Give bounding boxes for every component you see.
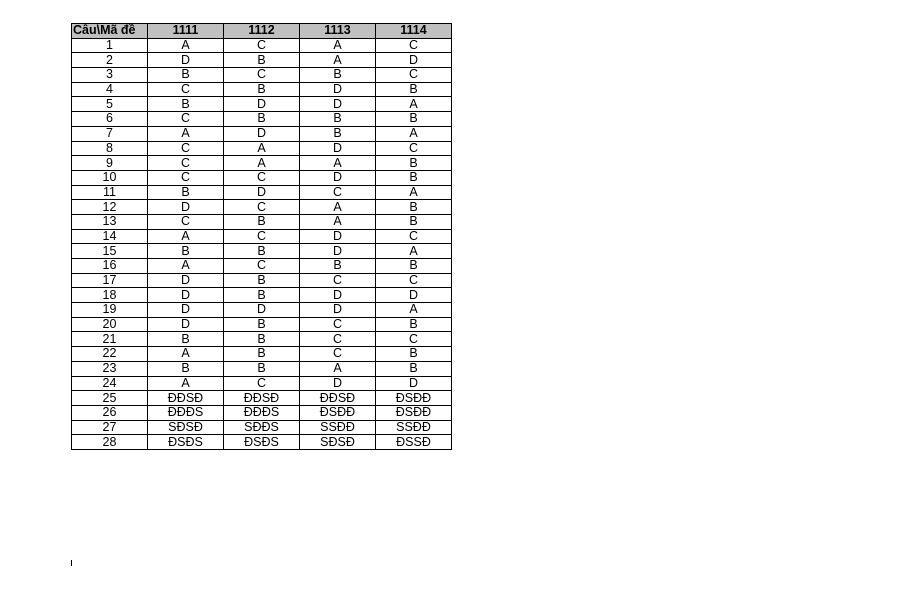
table-row	[72, 53, 452, 68]
table-row	[72, 141, 452, 156]
answer-cell: ĐĐĐS	[224, 405, 300, 420]
answer-cell: C	[224, 376, 300, 391]
header-cell-question-code: Câu\Mã đề	[72, 24, 148, 39]
answer-cell: D	[148, 273, 224, 288]
answer-cell: D	[300, 82, 376, 97]
answer-cell: D	[224, 303, 300, 318]
answer-cell: B	[224, 214, 300, 229]
question-number-cell: 7	[72, 126, 148, 141]
answer-cell: B	[224, 82, 300, 97]
answer-cell: B	[376, 347, 452, 362]
answer-cell: C	[300, 347, 376, 362]
answer-cell: B	[376, 214, 452, 229]
answer-cell: D	[224, 126, 300, 141]
answer-cell: B	[300, 126, 376, 141]
table-row	[72, 347, 452, 362]
answer-cell: B	[148, 244, 224, 259]
answer-cell: B	[376, 259, 452, 274]
question-number-cell: 14	[72, 229, 148, 244]
answer-cell: C	[376, 332, 452, 347]
answer-cell: C	[300, 332, 376, 347]
answer-cell: C	[224, 38, 300, 53]
answer-cell: B	[148, 68, 224, 83]
answer-cell: A	[148, 229, 224, 244]
answer-key-table	[71, 23, 452, 450]
table-row	[72, 97, 452, 112]
table-body	[72, 38, 452, 449]
header-cell-code-1111: 1111	[148, 24, 224, 39]
question-number-cell: 24	[72, 376, 148, 391]
answer-cell: D	[376, 53, 452, 68]
answer-cell: C	[300, 317, 376, 332]
answer-cell: B	[224, 273, 300, 288]
column-rule	[71, 560, 72, 566]
answer-cell: D	[300, 170, 376, 185]
answer-cell: C	[300, 185, 376, 200]
header-row	[72, 24, 452, 39]
answer-cell: C	[148, 112, 224, 127]
answer-cell: ĐĐSĐ	[148, 391, 224, 406]
answer-cell: C	[376, 68, 452, 83]
header-cell-code-1113: 1113	[300, 24, 376, 39]
answer-cell: B	[376, 317, 452, 332]
answer-cell: B	[224, 361, 300, 376]
table-row	[72, 126, 452, 141]
answer-cell: C	[224, 68, 300, 83]
answer-cell: D	[300, 288, 376, 303]
question-number-cell: 13	[72, 214, 148, 229]
answer-cell: A	[300, 361, 376, 376]
answer-cell: D	[148, 317, 224, 332]
answer-cell: B	[300, 68, 376, 83]
question-number-cell: 27	[72, 420, 148, 435]
answer-cell: C	[224, 170, 300, 185]
answer-cell: ĐSĐĐ	[376, 405, 452, 420]
table-row	[72, 303, 452, 318]
question-number-cell: 8	[72, 141, 148, 156]
table-row	[72, 185, 452, 200]
answer-cell: A	[148, 38, 224, 53]
answer-cell: C	[224, 200, 300, 215]
answer-cell: D	[224, 185, 300, 200]
answer-cell: ĐĐSĐ	[300, 391, 376, 406]
table-row	[72, 68, 452, 83]
answer-cell: C	[148, 141, 224, 156]
answer-cell: B	[376, 82, 452, 97]
answer-cell: D	[224, 97, 300, 112]
question-number-cell: 10	[72, 170, 148, 185]
answer-cell: A	[376, 97, 452, 112]
question-number-cell: 5	[72, 97, 148, 112]
question-number-cell: 6	[72, 112, 148, 127]
answer-cell: C	[148, 170, 224, 185]
question-number-cell: 3	[72, 68, 148, 83]
answer-cell: D	[300, 141, 376, 156]
answer-cell: D	[148, 200, 224, 215]
answer-cell: A	[148, 376, 224, 391]
answer-cell: D	[300, 97, 376, 112]
answer-cell: D	[376, 376, 452, 391]
question-number-cell: 2	[72, 53, 148, 68]
answer-cell: C	[376, 141, 452, 156]
table-row	[72, 244, 452, 259]
answer-cell: B	[376, 112, 452, 127]
answer-cell: ĐSĐS	[148, 435, 224, 450]
answer-cell: A	[376, 126, 452, 141]
question-number-cell: 19	[72, 303, 148, 318]
question-number-cell: 11	[72, 185, 148, 200]
header-cell-code-1114: 1114	[376, 24, 452, 39]
answer-cell: D	[376, 288, 452, 303]
question-number-cell: 15	[72, 244, 148, 259]
answer-cell: C	[300, 273, 376, 288]
table-row	[72, 317, 452, 332]
answer-cell: C	[148, 214, 224, 229]
answer-cell: SĐSĐ	[300, 435, 376, 450]
table-row	[72, 405, 452, 420]
table-row	[72, 38, 452, 53]
table-row	[72, 376, 452, 391]
question-number-cell: 21	[72, 332, 148, 347]
answer-cell: A	[300, 38, 376, 53]
answer-cell: SSĐĐ	[300, 420, 376, 435]
answer-cell: A	[300, 156, 376, 171]
answer-cell: B	[376, 170, 452, 185]
answer-cell: C	[224, 229, 300, 244]
answer-cell: ĐĐSĐ	[224, 391, 300, 406]
answer-cell: A	[300, 53, 376, 68]
answer-cell: ĐSĐĐ	[376, 391, 452, 406]
table-row	[72, 112, 452, 127]
answer-cell: B	[148, 185, 224, 200]
table-row	[72, 229, 452, 244]
question-number-cell: 9	[72, 156, 148, 171]
answer-cell: B	[224, 332, 300, 347]
answer-cell: C	[148, 156, 224, 171]
question-number-cell: 28	[72, 435, 148, 450]
table-row	[72, 82, 452, 97]
answer-cell: D	[300, 303, 376, 318]
answer-cell: B	[224, 112, 300, 127]
table-row	[72, 156, 452, 171]
question-number-cell: 4	[72, 82, 148, 97]
answer-cell: ĐĐĐS	[148, 405, 224, 420]
answer-cell: A	[148, 259, 224, 274]
answer-cell: D	[148, 303, 224, 318]
answer-cell: D	[300, 244, 376, 259]
header-cell-code-1112: 1112	[224, 24, 300, 39]
table-row	[72, 288, 452, 303]
answer-cell: C	[148, 82, 224, 97]
answer-cell: A	[148, 126, 224, 141]
answer-cell: C	[376, 273, 452, 288]
answer-cell: D	[148, 288, 224, 303]
answer-cell: SĐSĐ	[148, 420, 224, 435]
answer-cell: B	[224, 244, 300, 259]
answer-cell: ĐSĐS	[224, 435, 300, 450]
answer-cell: A	[300, 200, 376, 215]
answer-cell: D	[300, 229, 376, 244]
answer-cell: SSĐĐ	[376, 420, 452, 435]
table-row	[72, 361, 452, 376]
question-number-cell: 17	[72, 273, 148, 288]
answer-cell: C	[224, 259, 300, 274]
answer-cell: B	[300, 259, 376, 274]
question-number-cell: 12	[72, 200, 148, 215]
answer-cell: ĐSĐĐ	[300, 405, 376, 420]
question-number-cell: 16	[72, 259, 148, 274]
answer-cell: B	[376, 156, 452, 171]
answer-cell: B	[300, 112, 376, 127]
table-row	[72, 200, 452, 215]
table-row	[72, 420, 452, 435]
question-number-cell: 18	[72, 288, 148, 303]
answer-cell: ĐSSĐ	[376, 435, 452, 450]
table-row	[72, 170, 452, 185]
answer-cell: B	[148, 361, 224, 376]
question-number-cell: 25	[72, 391, 148, 406]
answer-cell: B	[224, 53, 300, 68]
answer-cell: A	[148, 347, 224, 362]
table-row	[72, 332, 452, 347]
answer-cell: B	[224, 347, 300, 362]
answer-cell: D	[148, 53, 224, 68]
answer-cell: A	[300, 214, 376, 229]
question-number-cell: 23	[72, 361, 148, 376]
answer-cell: B	[148, 332, 224, 347]
answer-cell: A	[224, 156, 300, 171]
question-number-cell: 20	[72, 317, 148, 332]
question-number-cell: 1	[72, 38, 148, 53]
answer-cell: A	[376, 303, 452, 318]
answer-cell: B	[148, 97, 224, 112]
answer-cell: C	[376, 229, 452, 244]
answer-cell: B	[376, 361, 452, 376]
answer-cell: B	[224, 317, 300, 332]
answer-cell: A	[376, 185, 452, 200]
answer-cell: SĐĐS	[224, 420, 300, 435]
answer-cell: A	[224, 141, 300, 156]
answer-cell: C	[376, 38, 452, 53]
answer-cell: D	[300, 376, 376, 391]
question-number-cell: 26	[72, 405, 148, 420]
table-row	[72, 259, 452, 274]
answer-cell: B	[376, 200, 452, 215]
table-row	[72, 214, 452, 229]
answer-cell: A	[376, 244, 452, 259]
table-row	[72, 435, 452, 450]
question-number-cell: 22	[72, 347, 148, 362]
table-row	[72, 391, 452, 406]
table-row	[72, 273, 452, 288]
answer-cell: B	[224, 288, 300, 303]
